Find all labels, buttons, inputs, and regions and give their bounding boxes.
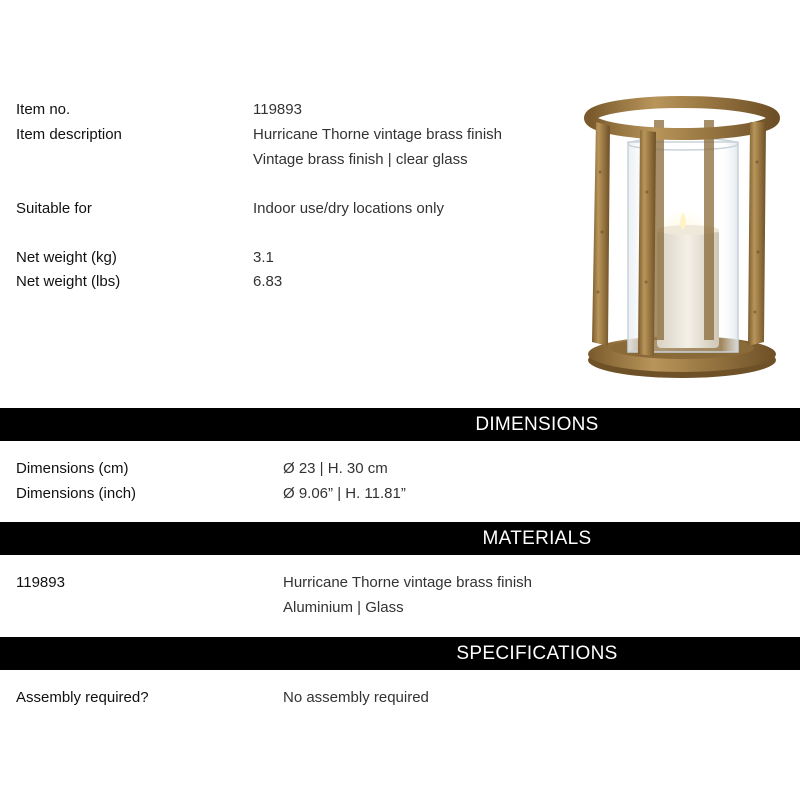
net-weight-kg-value: 3.1 [253, 249, 274, 266]
specifications-title: SPECIFICATIONS [456, 643, 618, 664]
dimensions-inch-value: Ø 9.06” | H. 11.81” [283, 485, 406, 502]
item-description-line1: Hurricane Thorne vintage brass finish [253, 126, 503, 143]
suitable-for-value: Indoor use/dry locations only [253, 200, 444, 217]
assembly-required-value: No assembly required [283, 689, 429, 706]
materials-title: MATERIALS [482, 528, 592, 549]
item-no-value: 119893 [253, 101, 302, 118]
specifications-header-bar [0, 637, 800, 670]
item-description-label: Item description [16, 126, 122, 143]
assembly-required-label: Assembly required? [16, 689, 149, 706]
dimensions-cm-label: Dimensions (cm) [16, 460, 129, 477]
materials-line1: Hurricane Thorne vintage brass finish [283, 574, 533, 591]
net-weight-lbs-label: Net weight (lbs) [16, 273, 121, 290]
dimensions-title: DIMENSIONS [475, 414, 599, 435]
item-no-label: Item no. [16, 101, 71, 118]
dimensions-inch-label: Dimensions (inch) [16, 485, 137, 502]
suitable-for-label: Suitable for [16, 200, 92, 217]
materials-item-label: 119893 [16, 574, 65, 591]
dimensions-header-bar [0, 408, 800, 441]
product-image [582, 92, 782, 388]
net-weight-kg-label: Net weight (kg) [16, 249, 117, 266]
net-weight-lbs-value: 6.83 [253, 273, 283, 290]
dimensions-cm-value: Ø 23 | H. 30 cm [283, 460, 388, 477]
materials-line2: Aluminium | Glass [283, 599, 404, 616]
materials-header-bar [0, 522, 800, 555]
item-description-line2: Vintage brass finish | clear glass [253, 151, 468, 168]
